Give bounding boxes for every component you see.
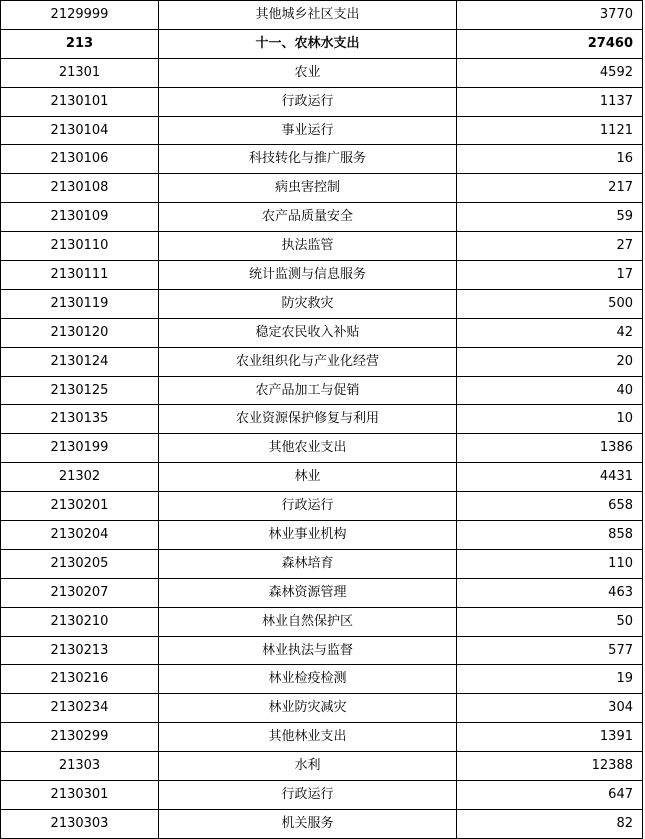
table-row: [1, 578, 643, 607]
name-cell: 水利: [159, 752, 457, 781]
name-cell: 森林培育: [159, 549, 457, 578]
code-cell: 21302: [1, 463, 159, 492]
code-cell: 2130204: [1, 521, 159, 550]
amount-cell: 4431: [457, 463, 643, 492]
table-row: [1, 752, 643, 781]
code-cell: 2130109: [1, 203, 159, 232]
table-row: [1, 145, 643, 174]
name-cell: 林业执法与监督: [159, 636, 457, 665]
code-cell: 2130119: [1, 289, 159, 318]
name-cell: 农业资源保护修复与利用: [159, 405, 457, 434]
name-cell: 其他农业支出: [159, 434, 457, 463]
code-cell: 2130104: [1, 116, 159, 145]
amount-cell: 1137: [457, 87, 643, 116]
amount-cell: 59: [457, 203, 643, 232]
table-row: [1, 1, 643, 30]
amount-cell: 42: [457, 318, 643, 347]
table-row: [1, 232, 643, 261]
amount-cell: 3770: [457, 1, 643, 30]
name-cell: 科技转化与推广服务: [159, 145, 457, 174]
table-row: [1, 261, 643, 290]
table-row: [1, 492, 643, 521]
table-row: [1, 665, 643, 694]
name-cell: 病虫害控制: [159, 174, 457, 203]
name-cell: 十一、农林水支出: [159, 29, 457, 58]
amount-cell: 10: [457, 405, 643, 434]
table-row: [1, 636, 643, 665]
amount-cell: 110: [457, 549, 643, 578]
code-cell: 2130199: [1, 434, 159, 463]
table-row: [1, 434, 643, 463]
code-cell: 2130101: [1, 87, 159, 116]
name-cell: 林业自然保护区: [159, 607, 457, 636]
name-cell: 农产品质量安全: [159, 203, 457, 232]
amount-cell: 27460: [457, 29, 643, 58]
name-cell: 其他林业支出: [159, 723, 457, 752]
table-row: [1, 116, 643, 145]
table-row: [1, 376, 643, 405]
table-row: [1, 781, 643, 810]
table-row: [1, 29, 643, 58]
name-cell: 行政运行: [159, 87, 457, 116]
name-cell: 农业: [159, 58, 457, 87]
amount-cell: 1121: [457, 116, 643, 145]
code-cell: 2130234: [1, 694, 159, 723]
table-row: [1, 694, 643, 723]
table-row: [1, 723, 643, 752]
amount-cell: 20: [457, 347, 643, 376]
table-row: [1, 289, 643, 318]
amount-cell: 858: [457, 521, 643, 550]
amount-cell: 4592: [457, 58, 643, 87]
code-cell: 2130120: [1, 318, 159, 347]
amount-cell: 16: [457, 145, 643, 174]
amount-cell: 40: [457, 376, 643, 405]
table-row: [1, 607, 643, 636]
name-cell: 农产品加工与促销: [159, 376, 457, 405]
code-cell: 21303: [1, 752, 159, 781]
table-body: [1, 1, 643, 839]
table-row: [1, 809, 643, 838]
amount-cell: 217: [457, 174, 643, 203]
amount-cell: 17: [457, 261, 643, 290]
code-cell: 2130213: [1, 636, 159, 665]
code-cell: 2130205: [1, 549, 159, 578]
table-row: [1, 549, 643, 578]
name-cell: 行政运行: [159, 492, 457, 521]
code-cell: 2130299: [1, 723, 159, 752]
amount-cell: 647: [457, 781, 643, 810]
code-cell: 2130108: [1, 174, 159, 203]
name-cell: 林业事业机构: [159, 521, 457, 550]
table-row: [1, 463, 643, 492]
amount-cell: 500: [457, 289, 643, 318]
amount-cell: 1386: [457, 434, 643, 463]
name-cell: 稳定农民收入补贴: [159, 318, 457, 347]
name-cell: 森林资源管理: [159, 578, 457, 607]
table-row: [1, 58, 643, 87]
code-cell: 2130210: [1, 607, 159, 636]
table-row: [1, 347, 643, 376]
name-cell: 林业检疫检测: [159, 665, 457, 694]
code-cell: 2130111: [1, 261, 159, 290]
name-cell: 林业: [159, 463, 457, 492]
name-cell: 其他城乡社区支出: [159, 1, 457, 30]
amount-cell: 27: [457, 232, 643, 261]
code-cell: 2130216: [1, 665, 159, 694]
code-cell: 2130201: [1, 492, 159, 521]
table-row: [1, 87, 643, 116]
amount-cell: 19: [457, 665, 643, 694]
amount-cell: 1391: [457, 723, 643, 752]
code-cell: 2130303: [1, 809, 159, 838]
table-row: [1, 318, 643, 347]
name-cell: 林业防灾减灾: [159, 694, 457, 723]
amount-cell: 50: [457, 607, 643, 636]
code-cell: 2130135: [1, 405, 159, 434]
code-cell: 21301: [1, 58, 159, 87]
code-cell: 213: [1, 29, 159, 58]
name-cell: 统计监测与信息服务: [159, 261, 457, 290]
amount-cell: 577: [457, 636, 643, 665]
name-cell: 执法监管: [159, 232, 457, 261]
code-cell: 2129999: [1, 1, 159, 30]
name-cell: 机关服务: [159, 809, 457, 838]
table-row: [1, 203, 643, 232]
code-cell: 2130124: [1, 347, 159, 376]
amount-cell: 658: [457, 492, 643, 521]
amount-cell: 304: [457, 694, 643, 723]
code-cell: 2130110: [1, 232, 159, 261]
table-row: [1, 521, 643, 550]
table-row: [1, 174, 643, 203]
code-cell: 2130106: [1, 145, 159, 174]
amount-cell: 12388: [457, 752, 643, 781]
name-cell: 事业运行: [159, 116, 457, 145]
code-cell: 2130301: [1, 781, 159, 810]
amount-cell: 463: [457, 578, 643, 607]
code-cell: 2130207: [1, 578, 159, 607]
table-row: [1, 405, 643, 434]
name-cell: 防灾救灾: [159, 289, 457, 318]
amount-cell: 82: [457, 809, 643, 838]
code-cell: 2130125: [1, 376, 159, 405]
name-cell: 行政运行: [159, 781, 457, 810]
name-cell: 农业组织化与产业化经营: [159, 347, 457, 376]
